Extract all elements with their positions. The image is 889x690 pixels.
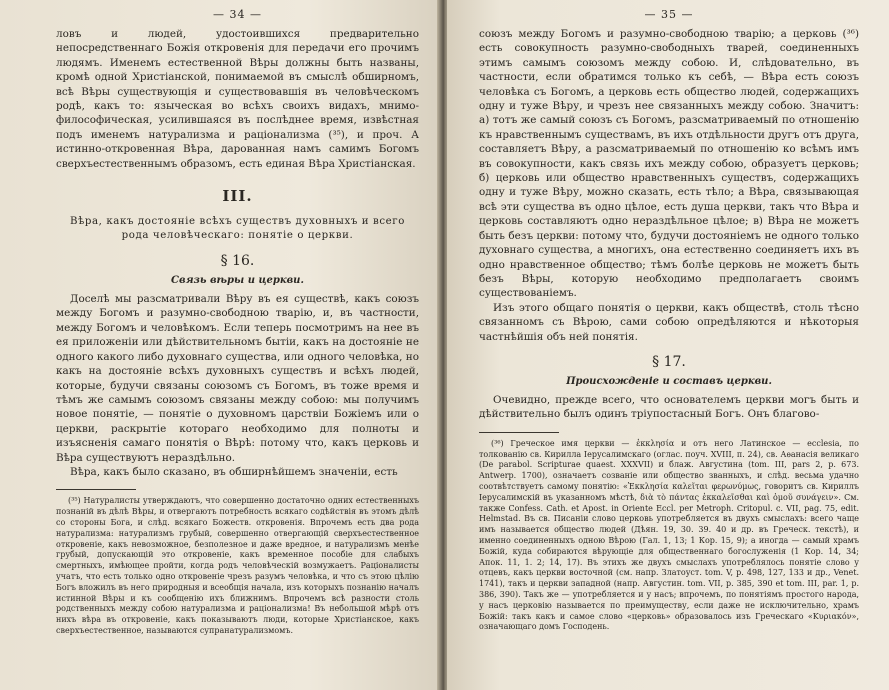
footnote: (³⁵) Натуралисты утверждаютъ, что совершенно достаточно одних естественныхъ познаній въ дѣлѣ Вѣры, и отвергаютъ потребность всякаго содѣйствія въ этомъ дѣлѣ со стороны Бога, и слѣд. всякаго Божеств. откровенія. Впрочемъ есть два рода натурализма: натурализмъ грубый, совершенно отвергающій сверхъестественное откровеніе, какъ невозможное, безполезное и даже вредное, и натурализмъ менѣе грубый, допускающій это откровеніе, какъ временное пособіе для слабыхъ смертныхъ, имѣющее пройти, когда родъ человѣческій возмужаетъ. Раціоналисты учатъ, что есть только одно откровеніе чрезъ разумъ человѣка, и что съ этою цѣлію Богъ вложилъ въ него природныя и всеобщія начала, изъ которыхъ познанію началъ истинной Вѣры и къ сообщенію ихъ ближнимъ. Впрочемъ всѣ разности столь родственныхъ между собою натурализма и раціонализма! Въ небольшой мѣрѣ отъ нихъ вѣра въ откровеніе, какъ показываютъ люди, которые Христіанское, какъ сверхъестественное, называются супранатурализмомъ. xyxy=(56,496,419,635)
section-title: Происхожденіе и составъ церкви. xyxy=(566,375,772,387)
chapter-title: Вѣра, какъ достояніе всѣхъ существъ духовныхъ и всего рода человѣческаго: понятіе о церкви. xyxy=(70,216,405,242)
page-number: — 34 — xyxy=(213,8,262,21)
footnote-rule xyxy=(56,489,136,490)
right-page xyxy=(447,0,889,690)
paragraph: ловъ и людей, удостоившихся предварительно непосредственнаго Божія откровенія для передачи его прочимъ людямъ. Именемъ естественной Вѣры должны быть названы, кромѣ одной Христіанской, понимаемой въ смыслѣ обширномъ, всѣ Вѣры существующія и существовавшія въ человѣческомъ родѣ, какъ то: языческая во всѣхъ своихъ видахъ, мнимо-философическая, усилившаяся въ послѣднее время, извѣстная подъ именемъ натурализма и раціонализма (³⁵), и проч. А истинно-откровенная Вѣра, дарованная намъ самимъ Богомъ сверхъестественнымъ образомъ, есть единая Вѣра Христіанская. xyxy=(56,28,419,170)
paragraph: Доселѣ мы разсматривали Вѣру въ ея существѣ, какъ союзъ между Богомъ и разумно-свободною тварію, и, въ частности, между Богомъ и человѣкомъ. Если теперь посмотримъ на нее въ ея приложеніи или дѣйствительномъ бытіи, какъ на достояніе не одного какого либо духовнаго существа, или одного человѣка, но какъ на достояніе всѣхъ духовныхъ существъ и всѣхъ людей, которые, будучи связаны союзомъ съ Богомъ, въ тоже время и тѣмъ же самымъ союзомъ связаны между собою: мы получимъ новое понятіе, — понятіе о духовномъ царствіи Божіемъ или о церкви, раскрытіе котораго необходимо для полноты и изъясненія самаго понятія о Вѣрѣ: потому что, какъ церковь и Вѣра существуютъ нераздѣльно. xyxy=(56,293,419,464)
footnote: (³⁶) Греческое имя церкви — ἐκκλησία и отъ него Латинское — ecclesia, по толкованію св. Кирилла Іерусалимскаго (оглас. поуч. XVIII, п. 24), св. Аѳанасія великаго (De parabol. Scripturae quaest. XXXVII) и блаж. Августина (tom. III, pars 2, p. 673. Antwerp. 1700), означаетъ созваніе или общество званныхъ, и слѣд. весьма удачно соотвѣтствуетъ самому понятію: «Ἐκκλησία καλεῖται φερωνύμως, говоритъ св. Кириллъ Іерусалимскій въ указанномъ мѣстѣ, διὰ τὸ πάντας ἐκκαλεῖσθαι καὶ ὁμοῦ συνάγειν». См. также Confess. Cath. et Apost. in Oriente Eccl. per Metroph. Critopul. c. VII, pag. 75, edit. Helmstad. Въ св. Писаніи слово церковь употребляется въ двухъ смыслахъ: всего чаще имъ называется общество людей (Дѣян. 19, 30. 39. 40 и др. въ Греческ. текстѣ), и именно соединенныхъ одною Вѣрою (Гал. 1, 13; 1 Кор. 15, 9); а иногда — самый храмъ Божій, куда собираются вѣрующіе для общественнаго богослуженія (1 Кор. 14, 34; Апок. 11, 1. 2; 14, 17). Въ этихъ же двухъ смыслахъ употреблялось понятіе слово у отцевъ, какъ церкви восточной (см. напр. Златоуст. tom. V, p. 498, 127, 133 и др., Venet. 1741), такъ и церкви западной (напр. Августин. tom. VII, p. 385, 390 et tom. III, par. 1, p. 386, 390). Такъ же — употребляется и у насъ; впрочемъ, по понятіямъ простого народа, у насъ церковію называется по преимуществу, если даже не исключительно, храмъ Божій: такъ какъ и самое слово «церковь» образовалось изъ Греческаго «Κυριακόν», означающаго домъ Господень. xyxy=(479,438,859,632)
chapter-number: III. xyxy=(222,187,253,206)
paragraph: Изъ этого общаго понятія о церкви, какъ обществѣ, столь тѣсно связанномъ съ Вѣрою, сами собою опредѣляются и нѣкоторыя частнѣйшія объ ней понятія. xyxy=(479,301,859,343)
footnote-rule xyxy=(479,432,559,433)
paragraph: Вѣра, какъ было сказано, въ обширнѣйшемъ значеніи, есть xyxy=(70,465,398,478)
paragraph: союзъ между Богомъ и разумно-свободною тварію; а церковь (³⁶) есть совокупность разумно-свободныхъ тварей, соединенныхъ этимъ самымъ союзомъ между собою. И, слѣдовательно, въ частности, если обратимся только къ себѣ, — Вѣра есть союзъ человѣка съ Богомъ, а церковь есть общество людей, содержащихъ одну и туже Вѣру, и чрезъ нее связанныхъ между собою. Значитъ: а) тотъ же самый союзъ съ Богомъ, разсматриваемый по отношенію къ нравственнымъ существамъ, въ ихъ отдѣльности другъ отъ друга, составляетъ Вѣру, а разсматриваемый по отношенію ко всѣмъ имъ въ совокупности, какъ связь ихъ между собою, образуетъ церковь; б) церковь или общество нравственныхъ существъ, содержащихъ одну и туже Вѣру, можно сказать, есть тѣло; а Вѣра, связывающая всѣ эти существа въ одно цѣлое, есть душа церкви, такъ что Вѣра и церковь составляютъ одно нераздѣльное цѣлое; в) Вѣра не можетъ быть безъ церкви: потому что, будучи достояніемъ не одного только духовнаго существа, а многихъ, она естественно соединяетъ ихъ въ одно нравственное общество; тѣмъ болѣе церковь не можетъ быть безъ Вѣры, которую необходимо предполагаетъ своимъ существованіемъ. xyxy=(479,28,859,300)
section-number: § 17. xyxy=(652,353,686,370)
left-page xyxy=(0,0,441,690)
section-number: § 16. xyxy=(220,253,255,270)
section-title: Связь вѣры и церкви. xyxy=(171,275,304,287)
paragraph: Очевидно, прежде всего, что основателемъ церкви могъ быть и дѣйствительно былъ одинъ тріупостасный Богъ. Онъ благово- xyxy=(479,393,859,421)
page-number: — 35 — xyxy=(644,8,694,21)
